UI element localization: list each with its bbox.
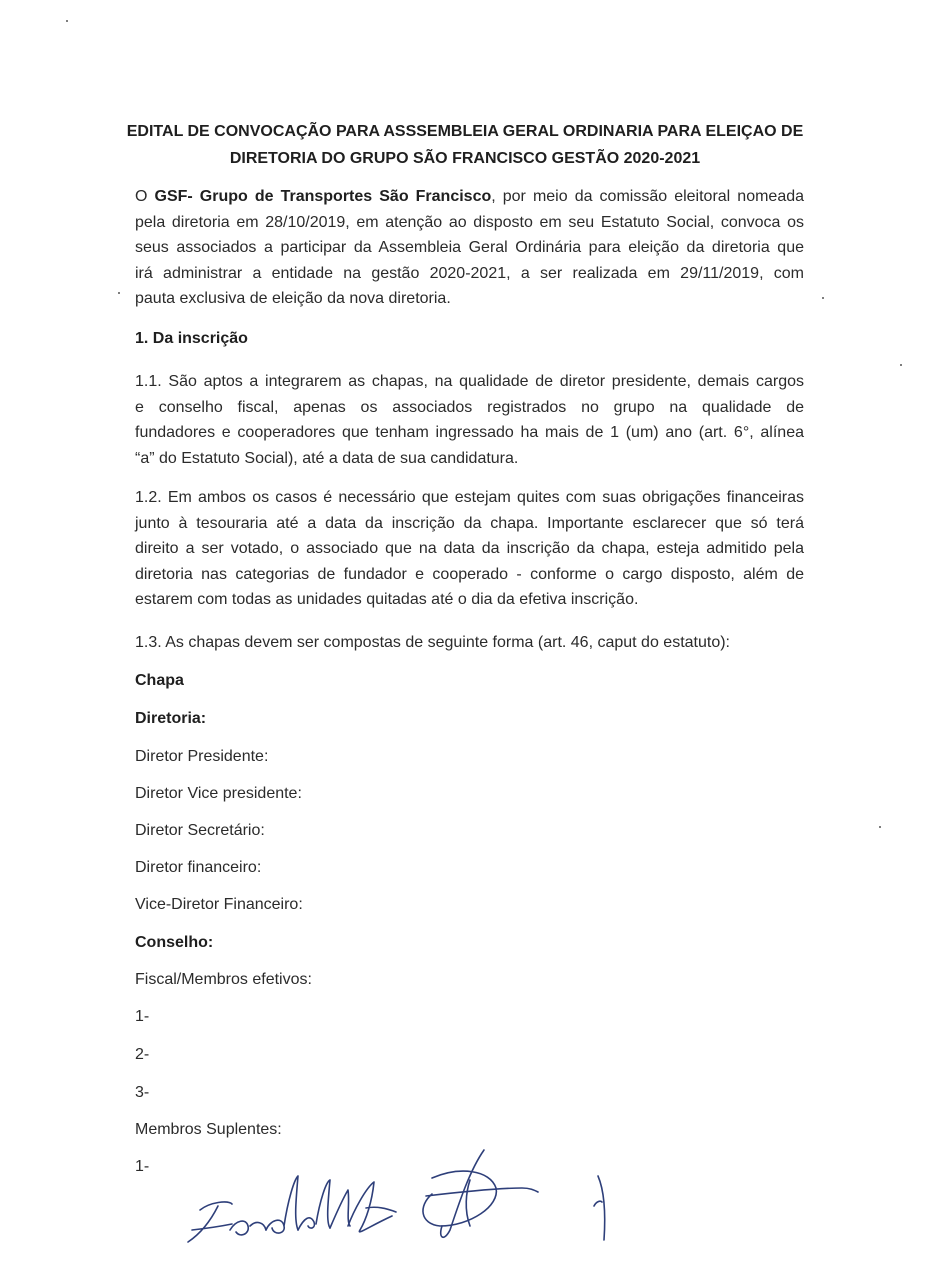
signature-stroke <box>266 1176 298 1233</box>
signature-stroke <box>188 1202 232 1242</box>
text-span: , por meio da comissão eleitoral nomeada <box>491 188 805 205</box>
intro-paragraph <box>135 184 804 312</box>
signature-stroke <box>366 1207 396 1212</box>
field-diretor-vice-presidente: Diretor Vice presidente: <box>135 785 302 802</box>
signature-stroke <box>598 1176 605 1240</box>
paragraph-line: fundadores e cooperadores que tenham ingressado ha mais de 1 (um) ano (art. 6°, alínea <box>135 424 804 441</box>
signature-stroke <box>423 1171 496 1226</box>
signature-stroke <box>426 1188 538 1196</box>
signature-stroke <box>230 1221 266 1235</box>
list-item: 2- <box>135 1046 150 1063</box>
list-item: 1- <box>135 1158 150 1175</box>
field-diretor-secretario: Diretor Secretário: <box>135 822 265 839</box>
paragraph-line: 1.1. São aptos a integrarem as chapas, na qualidade de diretor presidente, demais cargos <box>135 373 804 390</box>
scan-speck <box>900 364 902 366</box>
scan-speck <box>822 297 824 299</box>
handwritten-signatures <box>170 1130 630 1260</box>
paragraph-1-1 <box>135 369 804 471</box>
list-item: 3- <box>135 1084 150 1101</box>
paragraph-line: pela diretoria em 28/10/2019, em atenção ao disposto em seu Estatuto Social, convoca os <box>135 213 804 231</box>
field-diretor-presidente: Diretor Presidente: <box>135 748 269 765</box>
field-membros-suplentes: Membros Suplentes: <box>135 1121 282 1138</box>
scan-speck <box>118 292 120 294</box>
paragraph-line: “a” do Estatuto Social), até a data de sua candidatura. <box>135 449 519 467</box>
conselho-heading: Conselho: <box>135 934 214 951</box>
paragraph-line: seus associados a participar da Assembleia Geral Ordinária para eleição da diretoria que <box>135 239 804 256</box>
paragraph-1-2 <box>135 485 804 613</box>
section-heading: 1. Da inscrição <box>135 330 248 347</box>
field-diretor-financeiro: Diretor financeiro: <box>135 859 262 876</box>
paragraph-line: diretoria nas categorias de fundador e cooperado - conforme o cargo disposto, além de <box>135 565 804 583</box>
paragraph-line: e conselho fiscal, apenas os associados registrados no grupo na qualidade de <box>135 398 804 416</box>
title-line: EDITAL DE CONVOCAÇÃO PARA ASSSEMBLEIA GERAL ORDINARIA PARA ELEIÇAO DE <box>126 123 804 140</box>
paragraph-line: pauta exclusiva de eleição da nova diretoria. <box>135 290 451 307</box>
paragraph-line: junto à tesouraria até a data da inscrição da chapa. Importante esclarecer que só terá <box>135 514 804 532</box>
signature-stroke <box>466 1180 470 1226</box>
field-vice-diretor-financeiro: Vice-Diretor Financeiro: <box>135 896 303 913</box>
paragraph-line: estarem com todas as unidades quitadas até o dia da efetiva inscrição. <box>135 591 639 608</box>
chapa-heading: Chapa <box>135 672 184 689</box>
page-title <box>120 118 810 172</box>
field-fiscal-membros-efetivos: Fiscal/Membros efetivos: <box>135 971 312 988</box>
signature-stroke <box>594 1201 602 1206</box>
scan-speck <box>879 826 881 828</box>
signature-stroke <box>298 1180 330 1230</box>
text-span: O <box>135 188 155 205</box>
scan-speck <box>66 20 68 22</box>
list-item: 1- <box>135 1008 150 1025</box>
diretoria-heading: Diretoria: <box>135 710 207 727</box>
title-line: DIRETORIA DO GRUPO SÃO FRANCISCO GESTÃO 2020-2021 <box>229 150 701 167</box>
paragraph-line <box>135 184 804 210</box>
paragraph-line: 1.2. Em ambos os casos é necessário que estejam quites com suas obrigações financeiras <box>135 489 804 506</box>
paragraph-1-3: 1.3. As chapas devem ser compostas de seguinte forma (art. 46, caput do estatuto): <box>135 634 730 651</box>
paragraph-line: direito a ser votado, o associado que na data da inscrição da chapa, esteja admitido pela <box>135 540 804 557</box>
organization-name: GSF- Grupo de Transportes São Francisco <box>154 188 492 205</box>
paragraph-line: irá administrar a entidade na gestão 2020-2021, a ser realizada em 29/11/2019, com <box>135 264 804 282</box>
signature-stroke <box>330 1182 392 1232</box>
